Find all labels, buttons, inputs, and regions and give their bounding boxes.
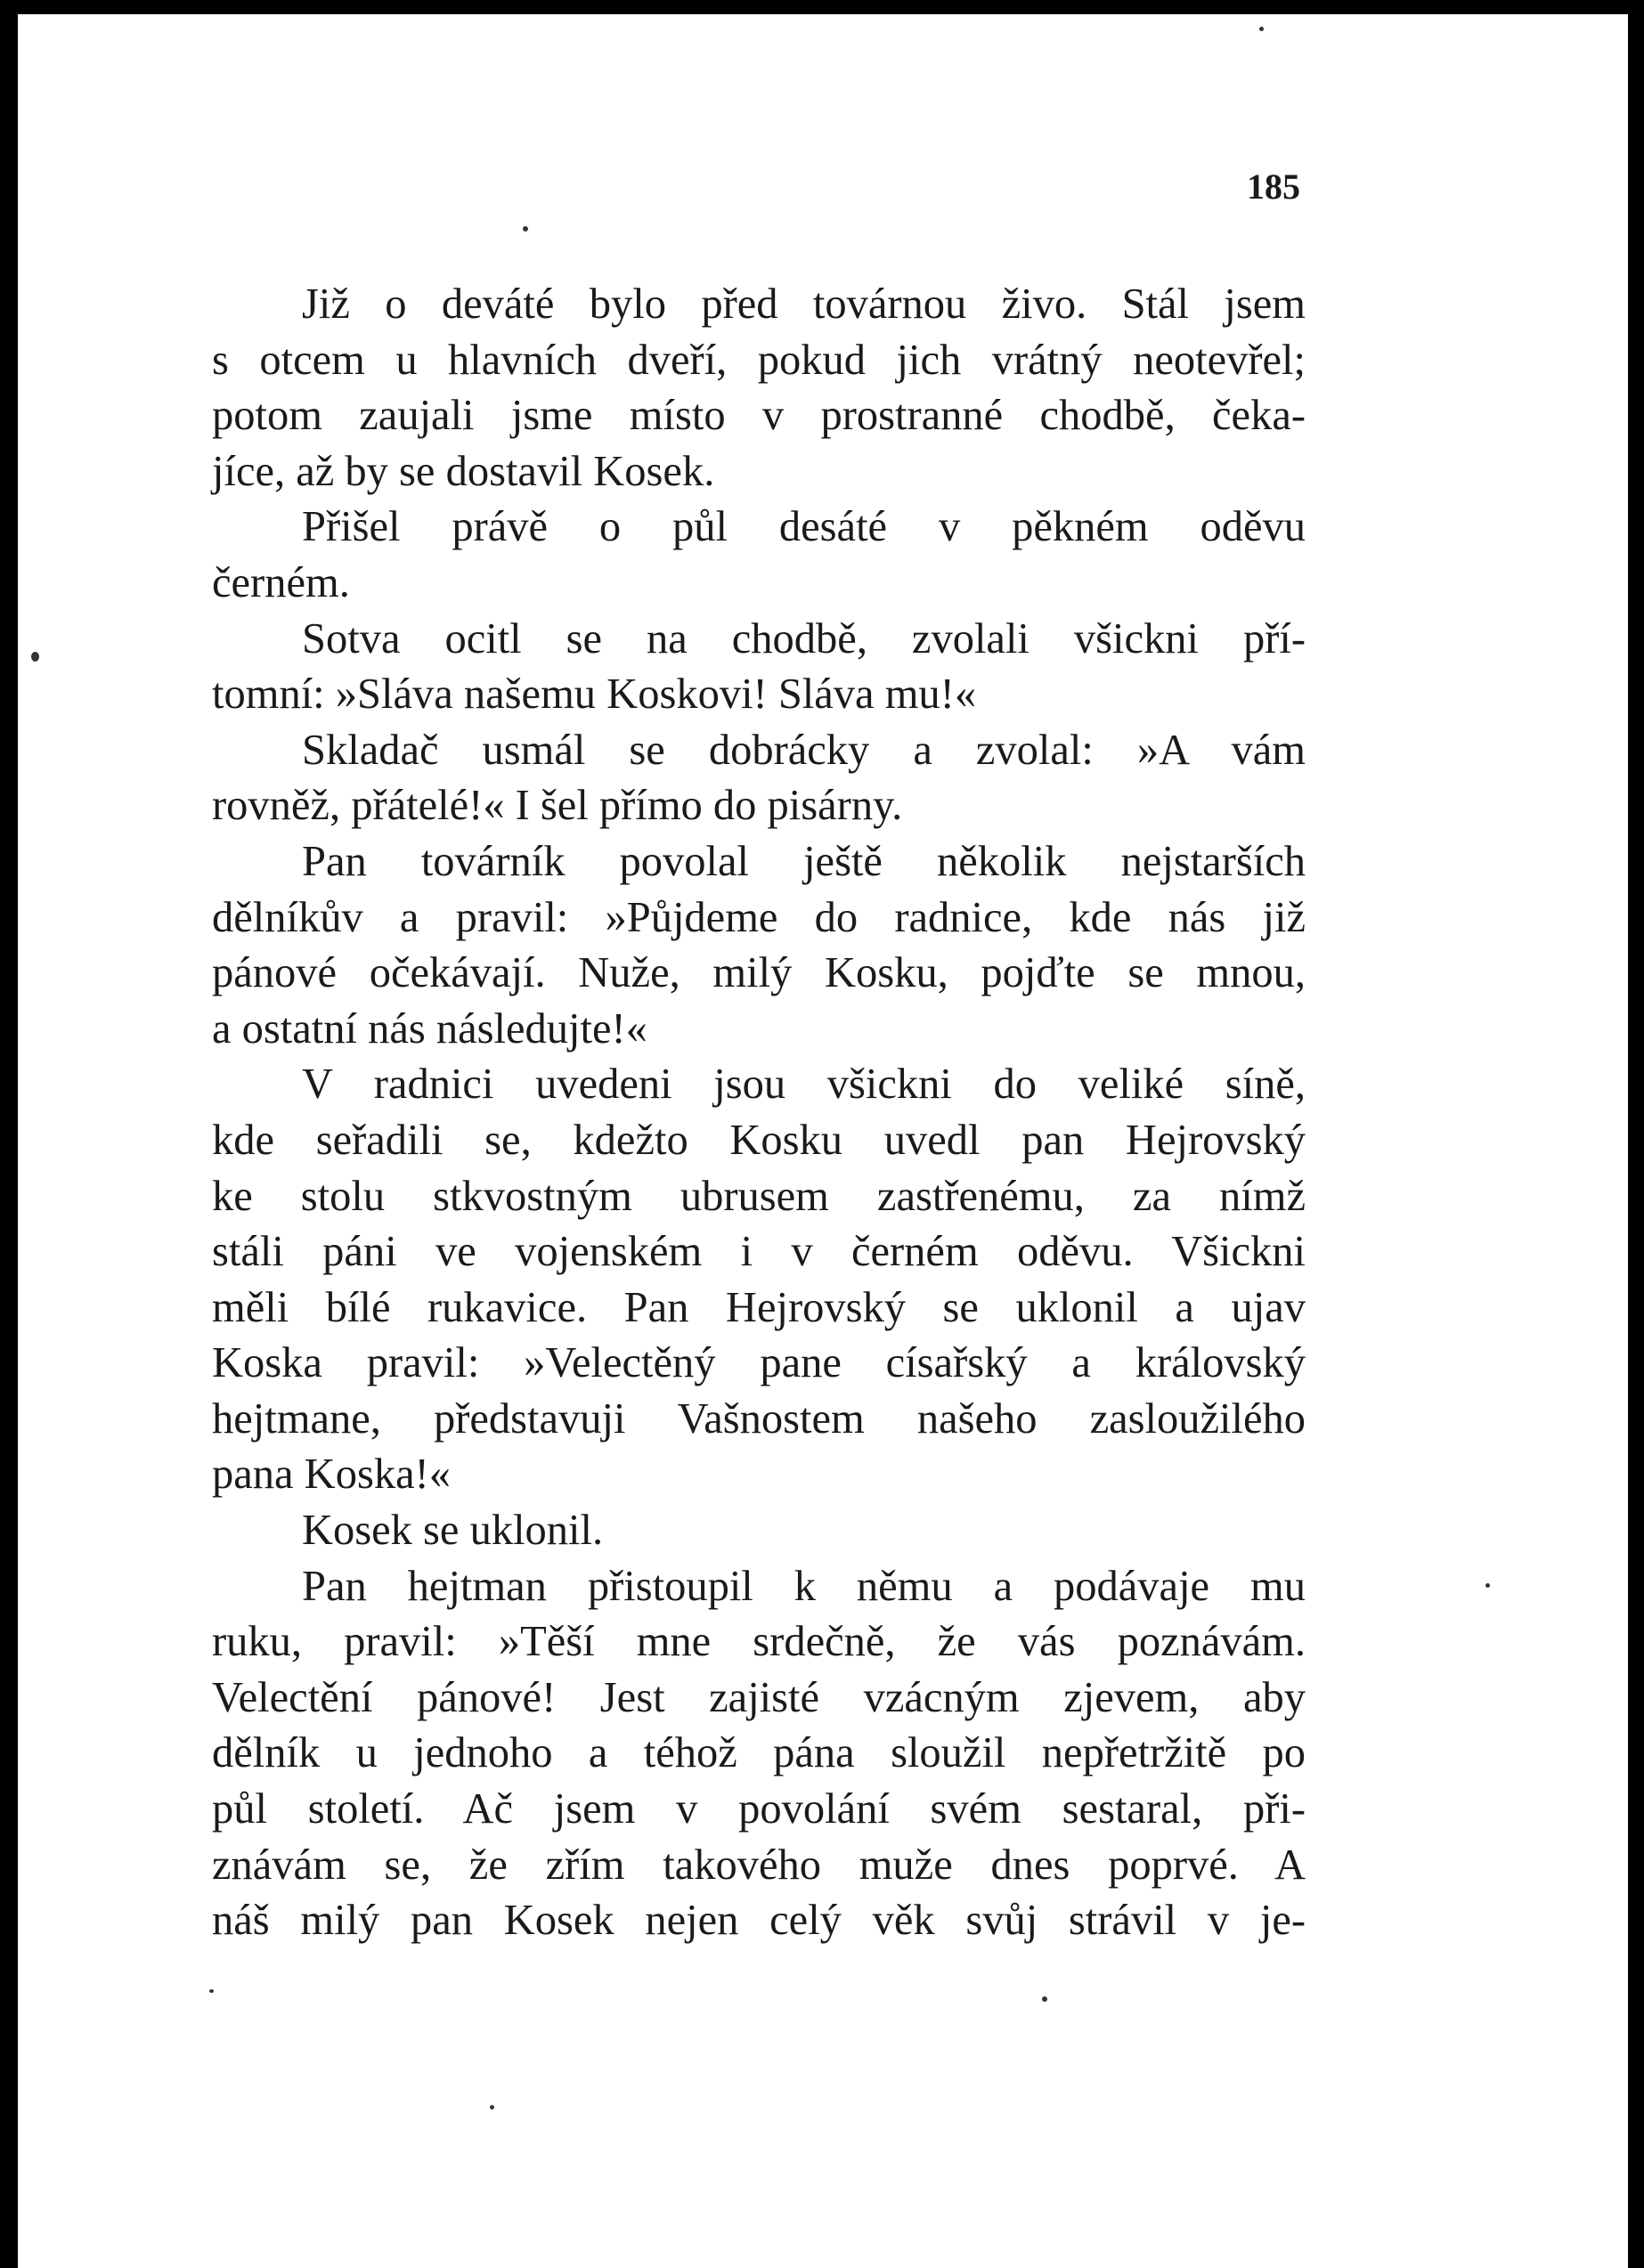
text-line: stáli páni ve vojenském i v černém oděvu. Všickni xyxy=(212,1228,1306,1276)
scan-speck xyxy=(490,2105,494,2109)
scan-speck xyxy=(1485,1583,1490,1588)
text-line: náš milý pan Kosek nejen celý věk svůj strávil v je- xyxy=(212,1897,1306,1945)
text-line: a ostatní nás následujte!« xyxy=(212,1004,647,1053)
text-line: pana Koska!« xyxy=(212,1451,452,1499)
text-line: měli bílé rukavice. Pan Hejrovský se uklonil a ujav xyxy=(212,1283,1306,1331)
text-line: V radnici uvedeni jsou všickni do veliké síně, xyxy=(302,1061,1306,1109)
text-line: Velectění pánové! Jest zajisté vzácným zjevem, aby xyxy=(212,1673,1306,1721)
text-line: znávám se, že zřím takového muže dnes poprvé. A xyxy=(212,1841,1306,1889)
scan-speck xyxy=(31,652,39,662)
scan-speck xyxy=(1042,1996,1047,2002)
text-line: černém. xyxy=(212,558,350,606)
body-text xyxy=(212,277,1306,1949)
text-line: hejtmane, představuji Vašnostem našeho zasloužilého xyxy=(212,1394,1306,1443)
text-line: tomní: »Sláva našemu Koskovi! Sláva mu!« xyxy=(212,671,977,719)
scan-speck xyxy=(1259,27,1264,31)
text-line: Již o deváté bylo před továrnou živo. Stál jsem xyxy=(302,280,1306,328)
scan-speck xyxy=(523,226,528,232)
text-line: dělník u jednoho a téhož pána sloužil nepřetržitě po xyxy=(212,1729,1306,1777)
scan-speck xyxy=(209,1989,214,1993)
text-line: ke stolu stkvostným ubrusem zastřenému, za nímž xyxy=(212,1172,1306,1220)
text-line: s otcem u hlavních dveří, pokud jich vrátný neotevřel; xyxy=(212,336,1306,384)
text-line: Kosek se uklonil. xyxy=(302,1507,604,1555)
book-page xyxy=(18,14,1628,2268)
text-line: dělníkův a pravil: »Půjdeme do radnice, kde nás již xyxy=(212,893,1306,941)
text-line: rovněž, přátelé!« I šel přímo do pisárny. xyxy=(212,782,903,830)
text-line: pánové očekávají. Nuže, milý Kosku, pojďte se mnou, xyxy=(212,949,1306,997)
text-line: potom zaujali jsme místo v prostranné chodbě, čeka- xyxy=(212,392,1306,440)
text-line: Skladač usmál se dobrácky a zvolal: »A vám xyxy=(302,726,1306,774)
text-line: jíce, až by se dostavil Kosek. xyxy=(212,447,715,495)
text-line: Pan hejtman přistoupil k němu a podávaje mu xyxy=(302,1562,1306,1610)
text-line: Koska pravil: »Velectěný pane císařský a královský xyxy=(212,1339,1306,1387)
page-number: 185 xyxy=(1247,167,1300,207)
text-line: Pan továrník povolal ještě několik nejstarších xyxy=(302,837,1306,885)
text-line: kde seřadili se, kdežto Kosku uvedl pan Hejrovský xyxy=(212,1116,1306,1164)
text-line: ruku, pravil: »Těší mne srdečně, že vás poznávám. xyxy=(212,1618,1306,1666)
text-line: Přišel právě o půl desáté v pěkném oděvu xyxy=(302,503,1306,551)
text-line: Sotva ocitl se na chodbě, zvolali všickni pří- xyxy=(302,614,1306,663)
text-line: půl století. Ač jsem v povolání svém sestaral, při- xyxy=(212,1785,1306,1833)
